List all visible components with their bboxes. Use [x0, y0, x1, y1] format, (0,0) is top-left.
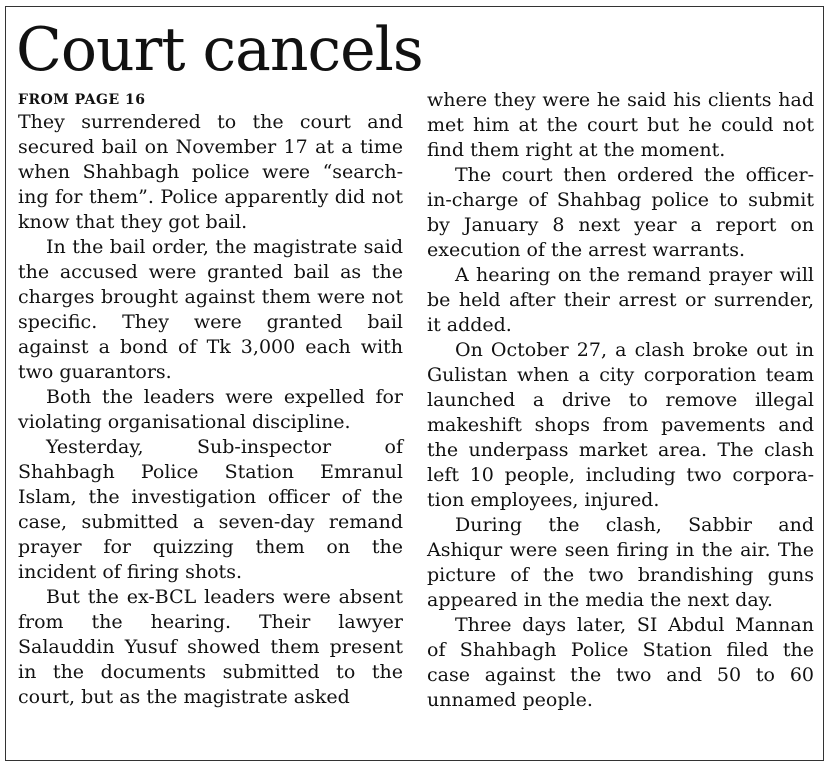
kicker: FROM PAGE 16: [18, 92, 146, 108]
paragraph: Three days later, SI Abdul Mannan of Shahbagh Police Station filed the case against the two and 50 to 60 unnamed people.: [427, 614, 814, 711]
paragraph: The court then ordered the officer-in-charge of Shahbag police to submit by January 8 next year a report on execution of the arrest warrants.: [427, 164, 814, 261]
bottom-rule: [5, 760, 824, 761]
paragraph: In the bail order, the magistrate said the accused were granted bail as the charges brought against them were not specific. They were granted bail against a bond of Tk 3,000 each with two guarantors.: [18, 236, 403, 383]
paragraph: Both the leaders were expelled for violating organisational discipline.: [18, 386, 403, 433]
paragraph: But the ex-BCL leaders were absent from the hearing. Their lawyer Salauddin Yusuf showed them present in the documents submitted to the court, but as the magistrate asked: [18, 586, 403, 708]
headline: Court cancels: [16, 15, 423, 85]
paragraph: On October 27, a clash broke out in Gulistan when a city corporation team launched a drive to remove illegal makeshift shops from pavements and the underpass market area. The clash left 10 people, including two corpora-tion employees, injured.: [427, 339, 814, 511]
paragraph: where they were he said his clients had met him at the court but he could not find them right at the moment.: [427, 89, 814, 161]
left-column: [18, 86, 403, 710]
paragraph: Yesterday, Sub-inspector of Shahbagh Police Station Emranul Islam, the investigation officer of the case, submitted a seven-day remand prayer for quizzing them on the incident of firing shots.: [18, 436, 403, 583]
right-column: [427, 88, 814, 713]
paragraph: They surrendered to the court and secured bail on November 17 at a time when Shahbagh police were “search-ing for them”. Police apparently did not know that they got bail.: [18, 111, 403, 233]
paragraph: During the clash, Sabbir and Ashiqur were seen firing in the air. The picture of the two brandishing guns appeared in the media the next day.: [427, 514, 814, 611]
paragraph: A hearing on the remand prayer will be held after their arrest or surrender, it added.: [427, 264, 814, 336]
